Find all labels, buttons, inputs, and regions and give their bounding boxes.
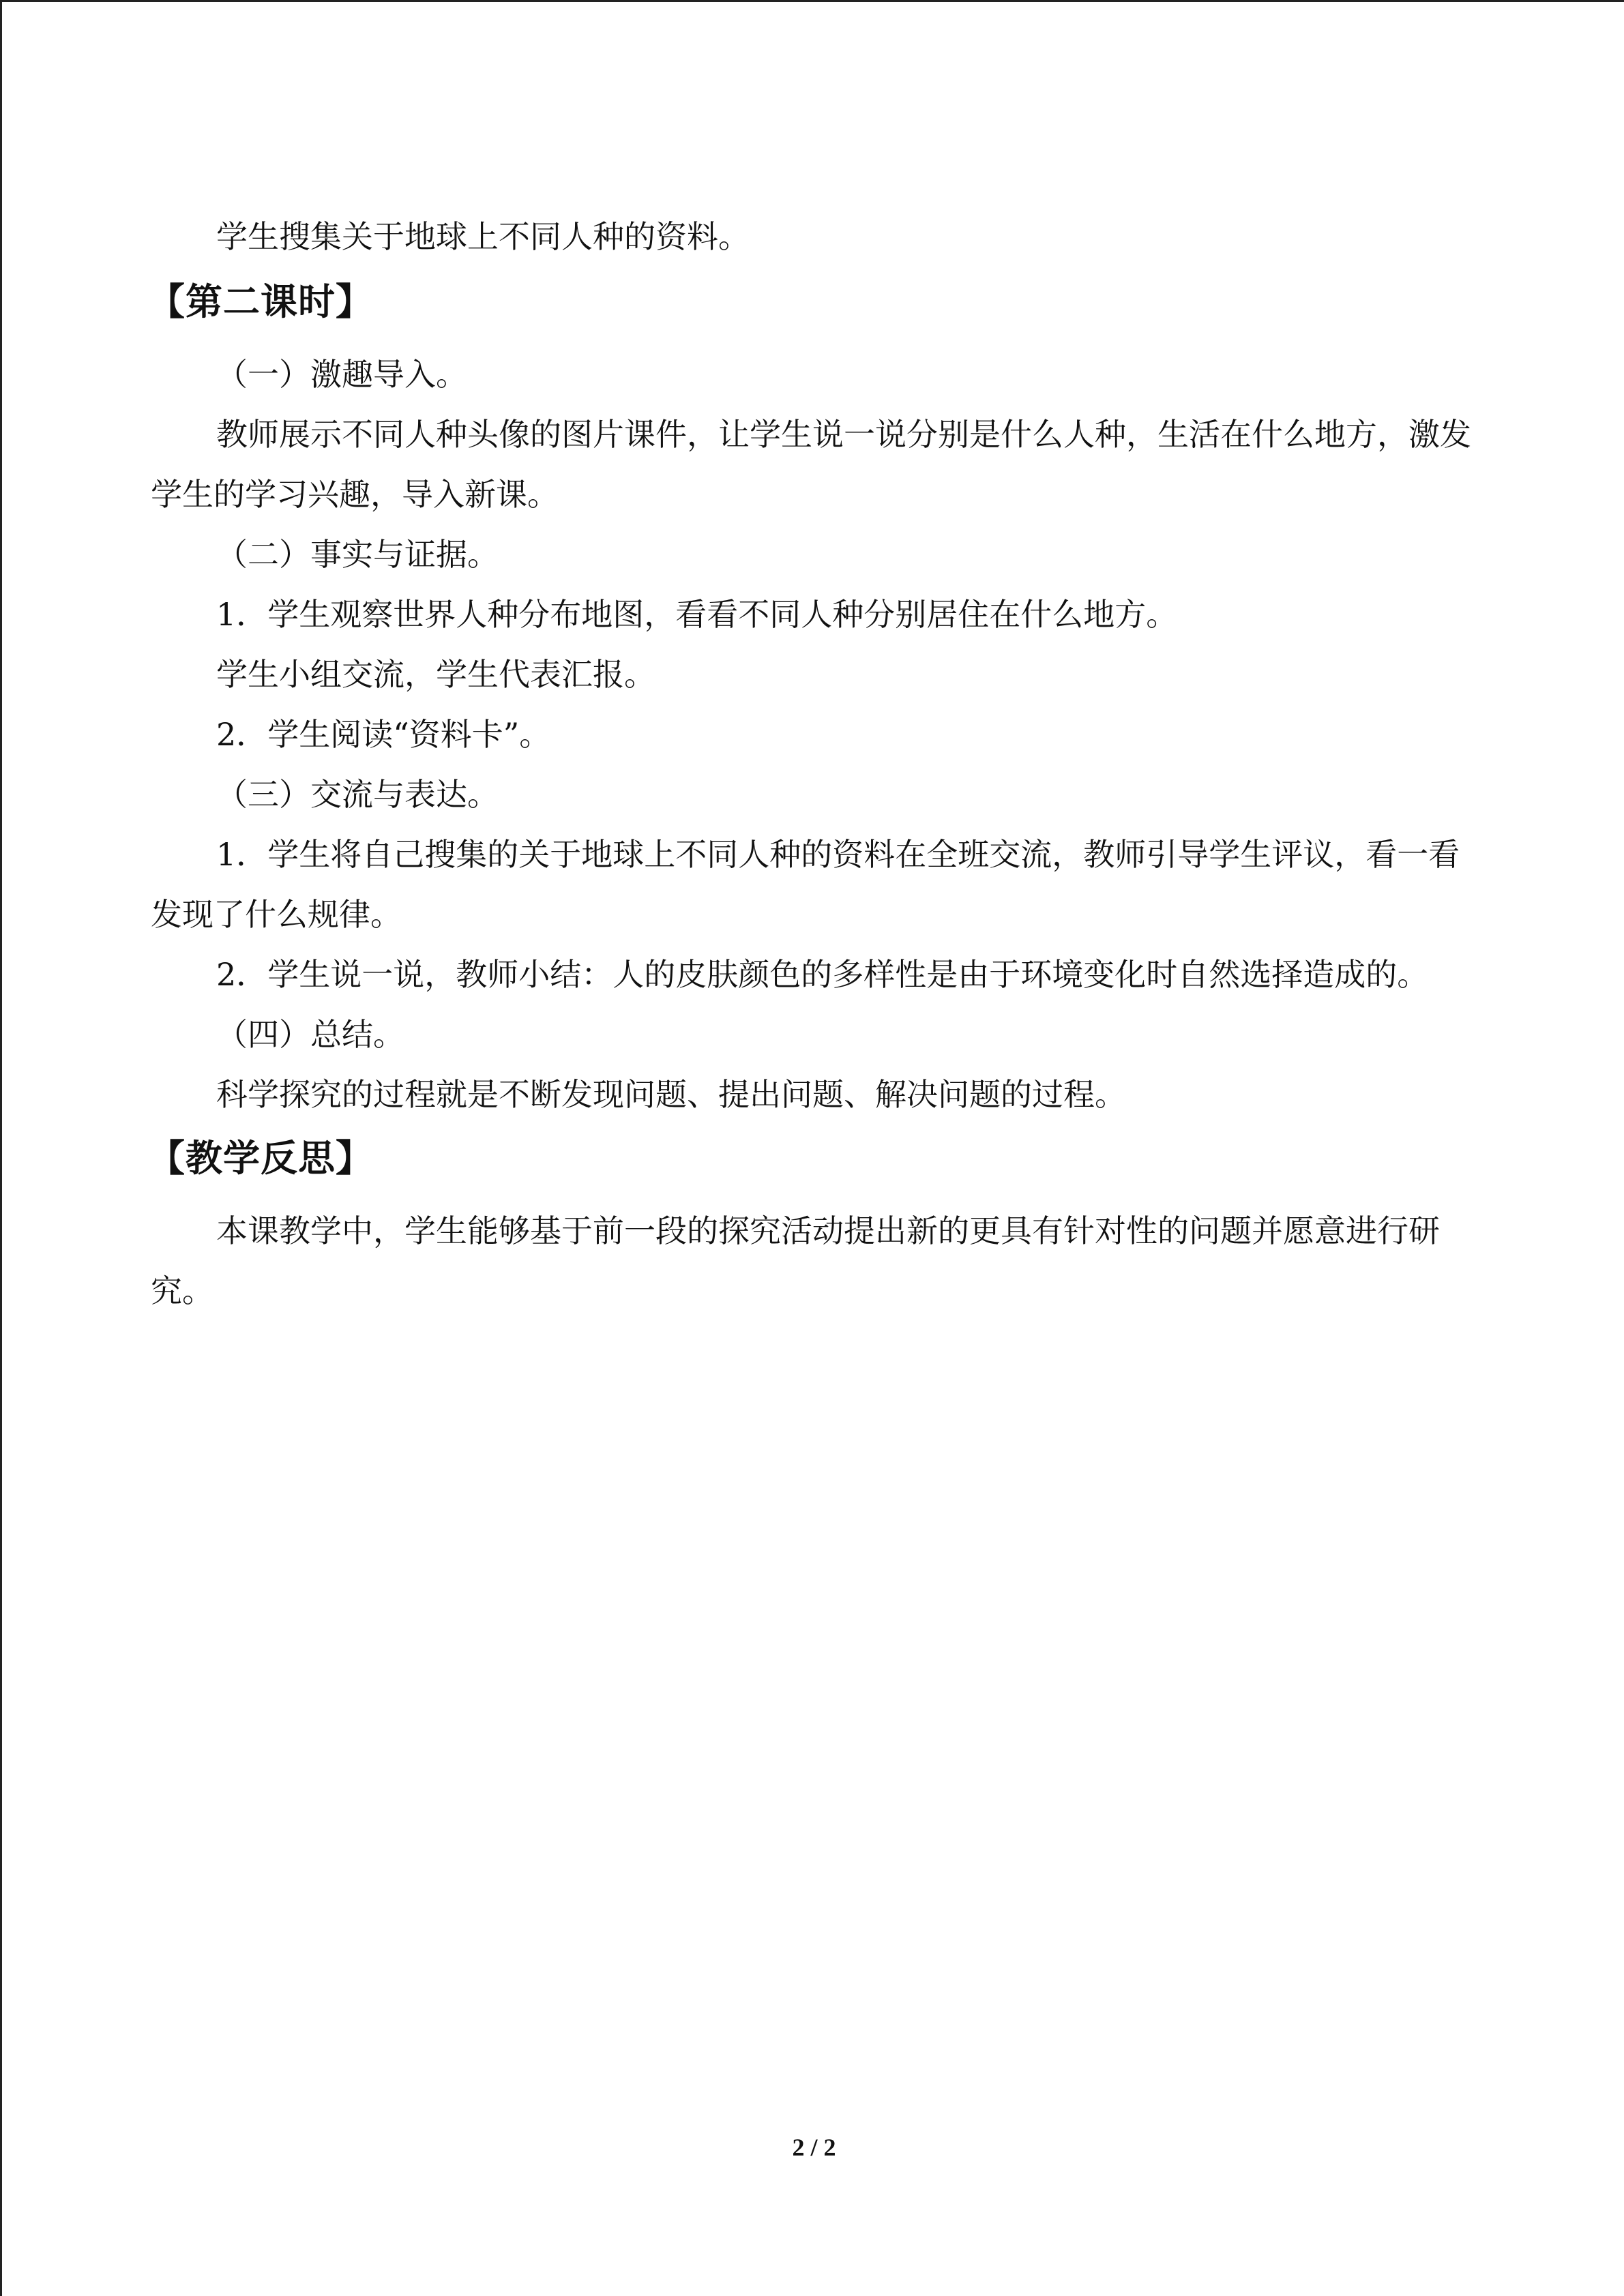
subsection-title: （一）激趣导入。 [216, 356, 467, 393]
body-paragraph: 学生小组交流，学生代表汇报。 [216, 656, 655, 693]
page-number: 2 / 2 [792, 2134, 836, 2161]
body-paragraph: 2．学生阅读“资料卡”。 [216, 716, 551, 753]
subsection-title: （二）事实与证据。 [216, 536, 499, 573]
body-paragraph: 1．学生将自己搜集的关于地球上不同人种的资料在全班交流，教师引导学生评议，看一看发现了什么规律。 [151, 836, 1460, 933]
page-content [148, 207, 1481, 1321]
subsection-title: （三）交流与表达。 [216, 776, 499, 813]
reflection-paragraph: 本课教学中，学生能够基于前一段的探究活动提出新的更具有针对性的问题并愿意进行研究。 [151, 1212, 1440, 1309]
body-paragraph: 2．学生说一说，教师小结：人的皮肤颜色的多样性是由于环境变化时自然选择造成的。 [216, 956, 1429, 993]
body-paragraph: 1．学生观察世界人种分布地图，看看不同人种分别居住在什么地方。 [216, 596, 1178, 633]
intro-paragraph: 学生搜集关于地球上不同人种的资料。 [216, 218, 750, 255]
body-paragraph: 教师展示不同人种头像的图片课件，让学生说一说分别是什么人种，生活在什么地方，激发学生的学习兴趣，导入新课。 [151, 416, 1471, 513]
section-heading-teaching-reflection: 【教学反思】 [148, 1137, 373, 1180]
subsection-title: （四）总结。 [216, 1016, 404, 1053]
body-paragraph: 科学探究的过程就是不断发现问题、提出问题、解决问题的过程。 [216, 1076, 1126, 1113]
section-heading-second-lesson: 【第二课时】 [148, 280, 373, 323]
